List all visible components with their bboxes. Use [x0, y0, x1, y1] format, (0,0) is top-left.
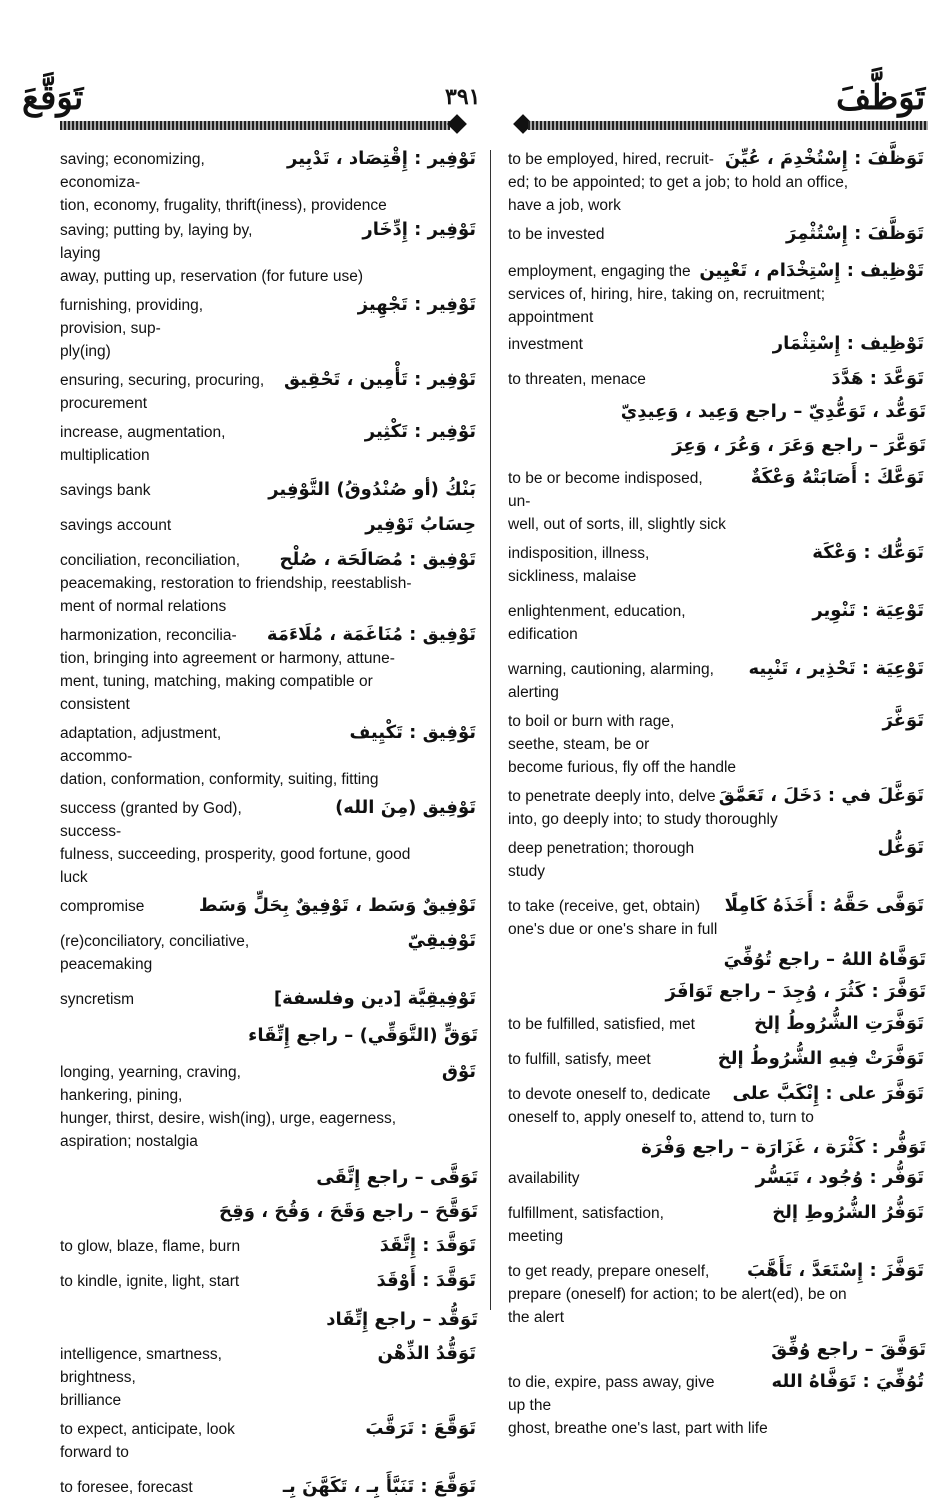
- entry-headword: تَوَقٍّ (التَّوَقِّي) – راجع إِتِّقَاء: [248, 1025, 478, 1046]
- entry-headword: تَوَفَّرَ على : إِنْكَبَّ على: [732, 1083, 924, 1104]
- column-divider: [490, 150, 491, 1310]
- dictionary-entry: [508, 1371, 926, 1440]
- entry-headword: تَوْفِير : إِدِّخَار: [362, 219, 476, 240]
- entry-gloss-line: ment, tuning, matching, making compatible or: [60, 673, 373, 690]
- entry-headword: تَوْفِير : تَكْثِير: [364, 421, 476, 442]
- entry-gloss-line: conciliation, reconciliation,: [60, 552, 241, 569]
- entry-headword: تَوَظَّفَ : إِسْتُخْدِمَ ، عُيِّنَ: [724, 148, 924, 169]
- entry-gloss-line: to devote oneself to, dedicate: [508, 1086, 711, 1103]
- dictionary-entry: [508, 1202, 926, 1248]
- entry-headword: تَوْفِير : إِقْتِصَاد ، تَدْبِير: [287, 148, 476, 169]
- dictionary-entry: [60, 549, 478, 618]
- entry-headword: حِسَابُ تَوْفِير: [365, 514, 476, 535]
- entry-gloss-line: to glow, blaze, flame, burn: [60, 1238, 241, 1255]
- entry-gloss-line: deep penetration; thorough study: [508, 840, 695, 880]
- entry-gloss-line: to penetrate deeply into, delve: [508, 788, 716, 805]
- entry-headword: تَوَظَّفَ : إِسْتُثْمِرَ: [786, 223, 924, 244]
- entry-headword: تَوَغُّل: [877, 837, 924, 858]
- dictionary-entry: [60, 1418, 478, 1464]
- dictionary-entry: [508, 658, 926, 704]
- dictionary-entry: [508, 895, 926, 941]
- entry-gloss-line: saving; economizing, economiza-: [60, 151, 205, 191]
- entry-gloss-line: to get ready, prepare oneself,: [508, 1263, 710, 1280]
- header-rule-right: [528, 121, 928, 130]
- entry-gloss-line: become furious, fly off the handle: [508, 759, 737, 776]
- entry-gloss-line: ment of normal relations: [60, 598, 227, 615]
- entry-gloss-line: (re)conciliatory, conciliative, peacemaking: [60, 933, 250, 973]
- dictionary-entry: [60, 369, 478, 415]
- entry-gloss-line: compromise: [60, 898, 145, 915]
- entry-gloss-line: appointment: [508, 309, 594, 326]
- entry-headword: تَوَفُّر : وُجُود ، تَيَسُّر: [755, 1167, 924, 1188]
- entry-gloss-line: investment: [508, 336, 583, 353]
- dictionary-entry: [508, 223, 926, 246]
- dictionary-entry: [60, 988, 478, 1011]
- dictionary-entry: [60, 514, 478, 537]
- entry-headword: تَوْعِيَة : تَحْذِير ، تَنْبِيه: [748, 658, 924, 679]
- entry-gloss-line: savings bank: [60, 482, 151, 499]
- dictionary-entry: [508, 710, 926, 779]
- entry-gloss-line: enlightenment, education, edification: [508, 603, 686, 643]
- dictionary-entry: [508, 1167, 926, 1190]
- entry-headword: تَوَعَّكَ : أَصَابَتْهُ وَعْكَةٌ: [750, 467, 924, 488]
- entry-gloss-line: procurement: [60, 395, 148, 412]
- entry-headword: تَوَفُّرُ الشُّرُوطِ إلخ: [772, 1202, 924, 1223]
- dictionary-entry: [60, 1061, 478, 1153]
- entry-gloss-line: ensuring, securing, procuring,: [60, 372, 265, 389]
- entry-gloss-line: to be fulfilled, satisfied, met: [508, 1016, 695, 1033]
- entry-gloss-line: warning, cautioning, alarming,: [508, 661, 714, 678]
- entry-gloss-line: aspiration; nostalgia: [60, 1133, 198, 1150]
- entry-gloss-line: to be employed, hired, recruit-: [508, 151, 714, 168]
- dictionary-entry: [508, 1083, 926, 1129]
- entry-headword: تَوَفَّاهُ اللهُ – راجع تُوُفِّيَ: [723, 949, 926, 970]
- entry-gloss-line: the alert: [508, 1309, 565, 1326]
- entry-gloss-line: prepare (oneself) for action; to be alert(ed), be on: [508, 1286, 847, 1303]
- entry-gloss-line: to expect, anticipate, look forward to: [60, 1421, 235, 1461]
- dictionary-entry: [508, 600, 926, 646]
- dictionary-entry: [60, 219, 478, 288]
- right-column: [508, 148, 926, 1440]
- entry-headword: تَوَعُّك : وَعْكَة: [812, 542, 924, 563]
- dictionary-entry: [508, 260, 926, 329]
- dictionary-entry: [508, 1335, 926, 1365]
- entry-headword: تَوْفِير : تَجْهِيز: [357, 294, 476, 315]
- dictionary-entry: [60, 1343, 478, 1412]
- entry-gloss-line: ply(ing): [60, 343, 111, 360]
- entry-gloss-line: tion, bringing into agreement or harmony, attune-: [60, 650, 395, 667]
- entry-headword: تَوْق: [441, 1061, 476, 1082]
- entry-gloss-line: harmonization, reconcilia-: [60, 627, 237, 644]
- entry-gloss-line: have a job, work: [508, 197, 621, 214]
- dictionary-entry: [508, 837, 926, 883]
- entry-headword: تَوَعَّرَ – راجع وَعَرَ ، وَعُرَ ، وَعِرَ: [672, 435, 926, 456]
- entry-gloss-line: increase, augmentation, multiplication: [60, 424, 226, 464]
- page-number: ٣٩١: [445, 84, 481, 110]
- entry-headword: تَوَعُّد ، تَوَعُّدِيّ – راجع وَعِيد ، وَعِيدِيّ: [620, 401, 926, 422]
- header-right-headword: تَوَظَّفَ: [836, 78, 926, 118]
- entry-gloss-line: to kindle, ignite, light, start: [60, 1273, 240, 1290]
- entry-headword: تَوْفِيق (مِنَ الله): [335, 797, 476, 818]
- dictionary-entry: [508, 1133, 926, 1163]
- dictionary-entry: [508, 1013, 926, 1036]
- dictionary-entry: [508, 148, 926, 217]
- entry-gloss-line: to boil or burn with rage, seethe, steam, be or: [508, 713, 675, 753]
- entry-gloss-line: fulfillment, satisfaction, meeting: [508, 1205, 664, 1245]
- dictionary-entry: [60, 1270, 478, 1293]
- entry-gloss-line: employment, engaging the: [508, 263, 691, 280]
- entry-headword: تَوَقَّحَ – راجع وَقَحَ ، وَقُحَ ، وَقِحَ: [219, 1201, 478, 1222]
- dictionary-entry: [508, 368, 926, 391]
- dictionary-entry: [60, 624, 478, 716]
- entry-gloss-line: well, out of sorts, ill, slightly sick: [508, 516, 726, 533]
- entry-gloss-line: to be or become indisposed, un-: [508, 470, 703, 510]
- entry-gloss-line: to fulfill, satisfy, meet: [508, 1051, 651, 1068]
- entry-headword: تَوَقُّدُ الذِّهْن: [377, 1343, 476, 1364]
- entry-gloss-line: savings account: [60, 517, 172, 534]
- dictionary-entry: [60, 722, 478, 791]
- dictionary-entry: [60, 479, 478, 502]
- dictionary-entry: [508, 397, 926, 427]
- entry-gloss-line: tion, economy, frugality, thrift(iness), providence: [60, 197, 387, 214]
- entry-headword: تَوَقَّى – راجع إِتَّقَى: [316, 1167, 478, 1188]
- entry-headword: تَوَقَّعَ : تَنَبَّأَ بِـ ، تَكَهَّنَ بِـ: [282, 1476, 476, 1497]
- dictionary-entry: [508, 431, 926, 461]
- entry-headword: تَوَقَّدَ : إِتَّقَدَ: [379, 1235, 476, 1256]
- entry-gloss-line: alerting: [508, 684, 559, 701]
- entry-gloss-line: success (granted by God), success-: [60, 800, 242, 840]
- entry-gloss-line: to be invested: [508, 226, 605, 243]
- dictionary-entry: [60, 895, 478, 918]
- entry-gloss-line: fulness, succeeding, prosperity, good fortune, good: [60, 846, 411, 863]
- entry-gloss-line: one's due or one's share in full: [508, 921, 718, 938]
- entry-gloss-line: adaptation, adjustment, accommo-: [60, 725, 222, 765]
- entry-gloss-line: to take (receive, get, obtain): [508, 898, 701, 915]
- entry-gloss-line: indisposition, illness, sickliness, malaise: [508, 545, 650, 585]
- dictionary-entry: [508, 1048, 926, 1071]
- dictionary-entry: [60, 1163, 478, 1193]
- entry-gloss-line: peacemaking, restoration to friendship, reestablish-: [60, 575, 412, 592]
- entry-gloss-line: dation, conformation, conformity, suiting, fitting: [60, 771, 379, 788]
- entry-headword: تَوَقَّدَ : أَوْقَدَ: [376, 1270, 476, 1291]
- entry-headword: تَوَقَّعَ : تَرَقَّبَ: [365, 1418, 476, 1439]
- entry-gloss-line: consistent: [60, 696, 130, 713]
- header-rule-left: [60, 121, 450, 130]
- dictionary-entry: [508, 785, 926, 831]
- entry-headword: تَوَغَّلَ في : دَخَلَ ، تَعَمَّقَ: [718, 785, 924, 806]
- entry-headword: تَوَفَّرَ : كَثُرَ ، وُجِدَ – راجع تَوَافَرَ: [665, 981, 926, 1002]
- dictionary-entry: [508, 945, 926, 975]
- entry-gloss-line: services of, hiring, hire, taking on, recruitment;: [508, 286, 826, 303]
- entry-headword: تَوَقُّد – راجع إِتِّقَاد: [326, 1309, 478, 1330]
- dictionary-entry: [508, 333, 926, 356]
- entry-headword: تَوْفِيق : تَكْيِيف: [349, 722, 476, 743]
- dictionary-entry: [508, 977, 926, 1007]
- entry-headword: تَوْعِيَة : تَنْوِير: [812, 600, 924, 621]
- entry-gloss-line: ghost, breathe one's last, part with life: [508, 1420, 768, 1437]
- entry-gloss-line: oneself to, apply oneself to, attend to, turn to: [508, 1109, 814, 1126]
- entry-gloss-line: into, go deeply into; to study thoroughly: [508, 811, 778, 828]
- entry-headword: تَوَفَّزَ : إِسْتَعَدَّ ، تَأَهَّبَ: [747, 1260, 924, 1281]
- dictionary-entry: [508, 1260, 926, 1329]
- entry-gloss-line: brilliance: [60, 1392, 122, 1409]
- dictionary-entry: [60, 294, 478, 363]
- entry-gloss-line: availability: [508, 1170, 580, 1187]
- entry-headword: تُوُفِّيَ : تَوَفَّاهُ الله: [771, 1371, 924, 1392]
- header-diamond-left: [447, 114, 467, 134]
- entry-gloss-line: syncretism: [60, 991, 135, 1008]
- entry-headword: تَوَغَّرَ: [882, 710, 924, 731]
- entry-gloss-line: luck: [60, 869, 88, 886]
- entry-headword: بَنْكُ (أو صُنْدُوقُ) التَّوْفِير: [268, 479, 476, 500]
- dictionary-entry: [508, 542, 926, 588]
- dictionary-entry: [60, 1021, 478, 1051]
- dictionary-entry: [60, 1197, 478, 1227]
- dictionary-entry: [60, 930, 478, 976]
- dictionary-entry: [60, 1235, 478, 1258]
- dictionary-entry: [60, 797, 478, 889]
- dictionary-entry: [60, 1476, 478, 1499]
- entry-headword: تَوَفَّرَتِ الشُّرُوطُ إلخ: [754, 1013, 924, 1034]
- left-column: [60, 148, 478, 1499]
- entry-gloss-line: to die, expire, pass away, give up the: [508, 1374, 715, 1414]
- entry-headword: تَوَعَّدَ : هَدَّدَ: [831, 368, 924, 389]
- entry-headword: تَوْفِيق : مُنَاغَمَة ، مُلَاءَمَة: [266, 624, 476, 645]
- entry-headword: تَوْظِيف : إِسْتِثْمَار: [772, 333, 924, 354]
- dictionary-entry: [60, 421, 478, 467]
- entry-gloss-line: to threaten, menace: [508, 371, 646, 388]
- dictionary-entry: [60, 1305, 478, 1335]
- entry-headword: تَوَفَّقَ – راجع وُفِّقَ: [771, 1339, 926, 1360]
- entry-gloss-line: intelligence, smartness, brightness,: [60, 1346, 222, 1386]
- entry-gloss-line: ed; to be appointed; to get a job; to hold an office,: [508, 174, 849, 191]
- header-left-headword: تَوَقَّعَ: [22, 78, 84, 118]
- entry-headword: تَوْفِيقِيَّة [دين وفلسفة]: [273, 988, 476, 1009]
- entry-headword: تَوَفُّر : كَثْرَة ، غَزَارَة – راجع وَفْرَة: [641, 1137, 926, 1158]
- entry-gloss-line: furnishing, providing, provision, sup-: [60, 297, 204, 337]
- entry-headword: تَوْفِيقٌ وَسَط ، تَوْفِيقٌ بِحَلٍّ وَسَط: [198, 895, 476, 916]
- entry-gloss-line: longing, yearning, craving, hankering, pining,: [60, 1064, 241, 1104]
- entry-headword: تَوَفَّرَتْ فِيهِ الشُّرُوطُ إلخ: [717, 1048, 924, 1069]
- entry-headword: تَوْظِيف : إِسْتِخْدَام ، تَعْيِين: [699, 260, 924, 281]
- entry-headword: تَوْفِير : تَأْمِين ، تَحْقِيق: [284, 369, 476, 390]
- entry-headword: تَوْفِيق : مُصَالَحَة ، صُلْح: [279, 549, 476, 570]
- entry-gloss-line: away, putting up, reservation (for future use): [60, 268, 363, 285]
- entry-headword: تَوْفِيقِيّ: [407, 930, 476, 951]
- entry-gloss-line: hunger, thirst, desire, wish(ing), urge, eagerness,: [60, 1110, 397, 1127]
- dictionary-entry: [60, 148, 478, 217]
- entry-gloss-line: to foresee, forecast: [60, 1479, 193, 1496]
- dictionary-entry: [508, 467, 926, 536]
- entry-headword: تَوَفَّى حَقَّهُ : أَخَذَهُ كَامِلًا: [724, 895, 924, 916]
- entry-gloss-line: saving; putting by, laying by, laying: [60, 222, 253, 262]
